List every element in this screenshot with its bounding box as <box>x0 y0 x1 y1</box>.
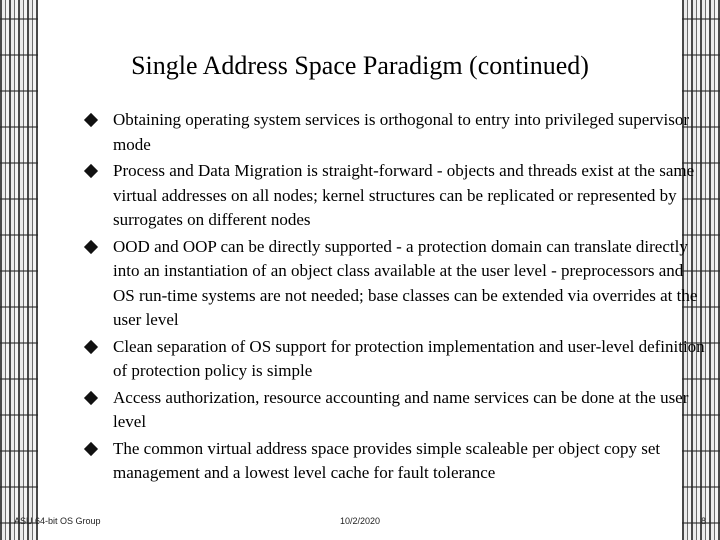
diamond-bullet-icon <box>84 239 98 253</box>
footer-group-name: ASU 64-bit OS Group <box>14 516 101 526</box>
diamond-bullet-icon <box>84 113 98 127</box>
left-border-pattern <box>0 0 38 540</box>
diamond-bullet-icon <box>84 390 98 404</box>
bullet-text: Clean separation of OS support for protection implementation and user-level definition of protection policy is simple <box>113 336 705 380</box>
diamond-bullet-icon <box>84 441 98 455</box>
diamond-bullet-icon <box>84 164 98 178</box>
bullet-item <box>84 108 708 157</box>
slide-title: Single Address Space Paradigm (continued) <box>131 51 589 81</box>
bullet-list <box>84 108 708 488</box>
footer-date: 10/2/2020 <box>339 516 381 526</box>
bullet-text: Obtaining operating system services is orthogonal to entry into privileged supervisor mode <box>113 110 689 154</box>
bullet-item <box>84 437 708 486</box>
bullet-text: The common virtual address space provides simple scaleable per object copy set management and a lowest level cache for fault tolerance <box>113 438 661 482</box>
diamond-bullet-icon <box>84 339 98 353</box>
bullet-text: Process and Data Migration is straight-forward - objects and threads exist at the same virtual addresses on all nodes; kernel structures can be replicated or represented by surrogates on different nodes <box>113 161 695 229</box>
footer-page-number: 8 <box>700 516 706 526</box>
bullet-text: OOD and OOP can be directly supported - a protection domain can translate directly into an instantiation of an object class available at the user level - preprocessors and OS run-time systems are not needed; base classes can be extended via overrides at the user level <box>113 236 698 329</box>
bullet-item <box>84 335 708 384</box>
bullet-text: Access authorization, resource accounting and name services can be done at the user level <box>113 387 689 431</box>
bullet-item <box>84 235 708 333</box>
bullet-item <box>84 159 708 233</box>
bullet-item <box>84 386 708 435</box>
